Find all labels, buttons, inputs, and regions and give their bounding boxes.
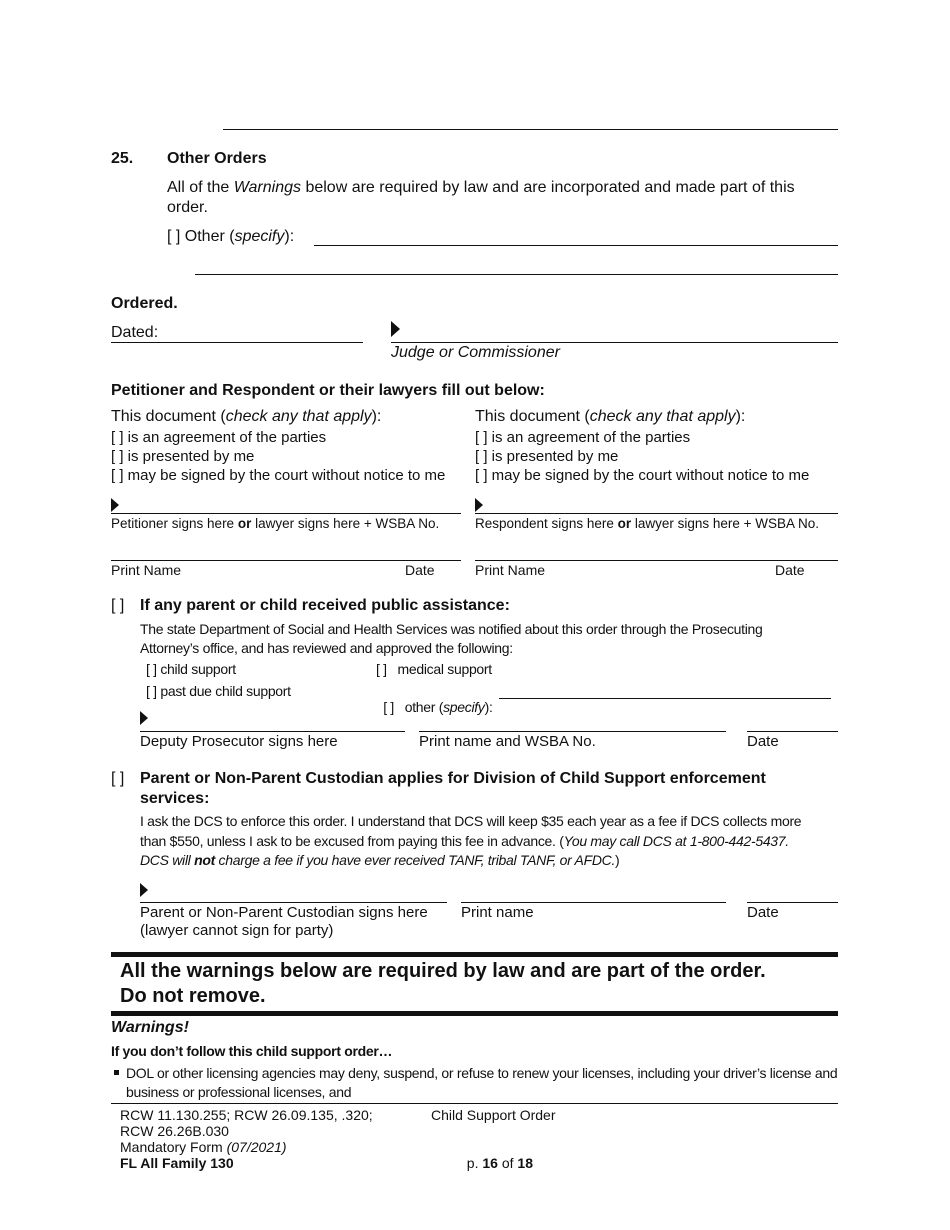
text-part: [ ] Other ( (167, 228, 235, 245)
petitioner-date-label: Date (405, 562, 435, 578)
judge-label: Judge or Commissioner (391, 344, 560, 361)
warnings-incorporated-text (167, 179, 795, 197)
text-emphasis: DCS will (140, 852, 195, 868)
section-number: 25. (111, 150, 134, 167)
text-strong: 16 (482, 1155, 498, 1171)
judge-signature-field[interactable] (391, 342, 838, 343)
assistance-other-field[interactable] (499, 698, 831, 699)
text-strong: or (617, 516, 632, 531)
respondent-print-name-label: Print Name (475, 562, 546, 578)
custodian-date-field[interactable] (747, 902, 838, 903)
warnings-banner (111, 952, 838, 1016)
text-emphasis: Warnings (233, 179, 301, 196)
text-part: lawyer signs here + WSBA No. (631, 516, 820, 531)
respondent-signature-field[interactable] (475, 513, 838, 514)
sign-arrow-icon (111, 498, 119, 512)
medical-support-checkbox[interactable]: [ ] medical support (376, 661, 492, 677)
other-specify-field-line2[interactable] (195, 274, 838, 275)
respondent-opt-agreement[interactable]: [ ] is an agreement of the parties (475, 429, 691, 446)
petitioner-print-name-field[interactable] (111, 560, 461, 561)
text-part: ) (615, 852, 620, 868)
custodian-sign-label: Parent or Non-Parent Custodian signs here (140, 904, 428, 921)
warnings-title: Warnings! (111, 1019, 189, 1036)
text-part: of (497, 1155, 518, 1171)
text-emphasis: (07/2021) (226, 1139, 287, 1155)
dated-field[interactable] (111, 342, 363, 343)
deputy-date-label: Date (747, 733, 779, 750)
text-part: This document ( (475, 408, 590, 425)
text-emphasis: specify (234, 228, 285, 245)
text-part: [ ] other ( (383, 699, 444, 715)
text-part: ): (371, 408, 382, 425)
text-part: Respondent signs here (475, 516, 618, 531)
deputy-print-name-field[interactable] (419, 731, 726, 732)
text-emphasis: check any that apply (225, 408, 372, 425)
respondent-opt-no-notice[interactable]: [ ] may be signed by the court without notice to me (475, 467, 810, 484)
petitioner-sign-label (111, 516, 439, 531)
respondent-print-name-field[interactable] (475, 560, 838, 561)
warning-bullet-1-cont: business or professional licenses, and (126, 1084, 352, 1100)
bullet-icon (114, 1070, 119, 1075)
footer-form-id: FL All Family 130 (120, 1155, 234, 1171)
respondent-date-label: Date (775, 562, 805, 578)
deputy-sign-label: Deputy Prosecutor signs here (140, 733, 338, 750)
respondent-doc-label (475, 408, 745, 426)
custodian-date-label: Date (747, 904, 779, 921)
deputy-print-name-label: Print name and WSBA No. (419, 733, 596, 750)
assistance-checkbox[interactable]: [ ] (111, 597, 125, 614)
petitioner-signature-field[interactable] (111, 513, 461, 514)
assistance-heading: If any parent or child received public assistance: (140, 597, 510, 614)
section-title: Other Orders (167, 150, 267, 167)
text-emphasis: You may call DCS at 1-800-442-5437. (563, 833, 789, 849)
footer-doc-title: Child Support Order (431, 1107, 556, 1123)
footer-rcw-line1: RCW 11.130.255; RCW 26.09.135, .320; (120, 1107, 373, 1123)
dcs-body-line2 (140, 833, 789, 849)
text-part: p. (466, 1155, 483, 1171)
warnings-subhead: If you don’t follow this child support order… (111, 1043, 393, 1059)
text-part: ): (284, 228, 295, 245)
top-rule (223, 129, 838, 130)
warning-bullet-1: DOL or other licensing agencies may deny, suspend, or refuse to renew your licenses, including your driver’s license and (126, 1065, 838, 1081)
footer-mandatory-form (120, 1139, 287, 1155)
petitioner-opt-no-notice[interactable]: [ ] may be signed by the court without notice to me (111, 467, 446, 484)
past-due-checkbox[interactable]: [ ] past due child support (146, 683, 291, 699)
footer-rule (111, 1103, 838, 1104)
text-part: All of the (167, 179, 234, 196)
assistance-other-checkbox[interactable] (376, 683, 493, 715)
petitioner-print-name-label: Print Name (111, 562, 182, 578)
text-part: ): (735, 408, 746, 425)
text-strong: 18 (517, 1155, 533, 1171)
petitioner-opt-agreement[interactable]: [ ] is an agreement of the parties (111, 429, 327, 446)
assistance-body-line1: The state Department of Social and Health Services was notified about this order through the Prosecuting (140, 621, 763, 637)
dcs-body-line3 (140, 852, 619, 868)
deputy-signature-field[interactable] (140, 731, 405, 732)
dcs-heading-line2: services: (140, 790, 210, 807)
footer-rcw-line2: RCW 26.26B.030 (120, 1123, 229, 1139)
banner-line1: All the warnings below are required by law and are part of the order. (120, 960, 766, 982)
warnings-incorporated-text-line2: order. (167, 199, 208, 216)
respondent-sign-label (475, 516, 819, 531)
text-part: Mandatory Form (120, 1139, 227, 1155)
ordered-label: Ordered. (111, 295, 178, 312)
text-part: than $550, unless I ask to be excused from paying this fee in advance. ( (140, 833, 564, 849)
dated-label: Dated: (111, 324, 159, 341)
deputy-date-field[interactable] (747, 731, 838, 732)
text-part: below are required by law and are incorporated and made part of this (301, 179, 795, 196)
text-emphasis: check any that apply (589, 408, 736, 425)
other-specify-field[interactable] (314, 245, 838, 246)
custodian-print-name-field[interactable] (461, 902, 726, 903)
sign-arrow-icon (140, 711, 148, 725)
child-support-checkbox[interactable]: [ ] child support (146, 661, 236, 677)
dcs-heading-line1: Parent or Non-Parent Custodian applies for Division of Child Support enforcement (140, 770, 766, 787)
petitioner-doc-label (111, 408, 381, 426)
text-part: ): (484, 699, 493, 715)
text-part: This document ( (111, 408, 226, 425)
sign-arrow-icon (391, 321, 400, 337)
assistance-body-line2: Attorney’s office, and has reviewed and approved the following: (140, 640, 513, 656)
parties-heading: Petitioner and Respondent or their lawyers fill out below: (111, 382, 545, 399)
petitioner-opt-presented[interactable]: [ ] is presented by me (111, 448, 255, 465)
sign-arrow-icon (475, 498, 483, 512)
text-part: Petitioner signs here (111, 516, 238, 531)
custodian-signature-field[interactable] (140, 902, 447, 903)
custodian-sign-note: (lawyer cannot sign for party) (140, 922, 334, 939)
dcs-checkbox[interactable]: [ ] (111, 770, 125, 787)
text-strong: not (194, 852, 215, 868)
sign-arrow-icon (140, 883, 148, 897)
text-strong: or (237, 516, 252, 531)
text-emphasis: charge a fee if you have ever received TANF, tribal TANF, or AFDC. (214, 852, 616, 868)
footer-page-number (459, 1139, 533, 1171)
text-emphasis: specify (443, 699, 485, 715)
text-part: lawyer signs here + WSBA No. (251, 516, 440, 531)
custodian-print-name-label: Print name (461, 904, 534, 921)
dcs-body-line1: I ask the DCS to enforce this order. I understand that DCS will keep $35 each year as a fee if DCS collects more (140, 813, 802, 829)
respondent-opt-presented[interactable]: [ ] is presented by me (475, 448, 619, 465)
other-specify-checkbox[interactable] (167, 228, 294, 246)
banner-line2: Do not remove. (120, 985, 266, 1007)
